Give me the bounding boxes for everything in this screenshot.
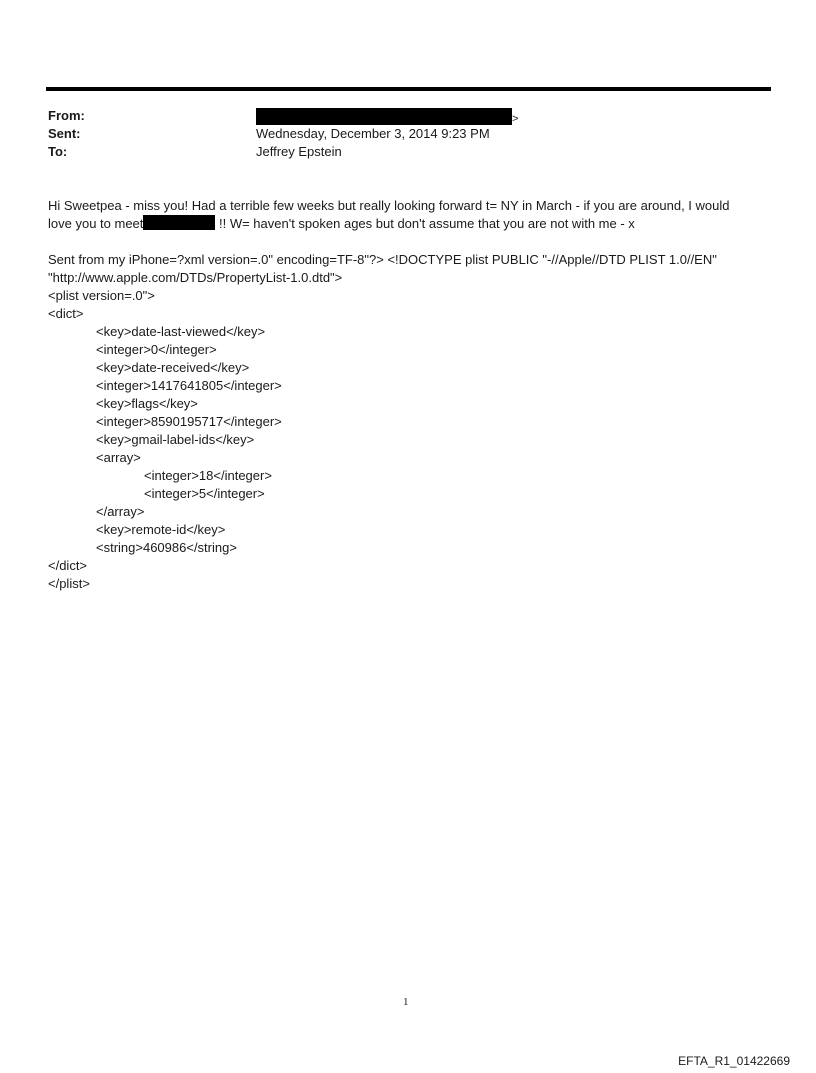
plist-line: <array> bbox=[96, 450, 141, 465]
plist-line: <integer>18</integer> bbox=[144, 468, 272, 483]
body-text-segment: love you to meet bbox=[48, 216, 144, 231]
doctype-url-line: "http://www.apple.com/DTDs/PropertyList-1.0.dtd"> bbox=[48, 270, 343, 285]
blank-line bbox=[48, 233, 768, 251]
plist-line: <key>remote-id</key> bbox=[96, 522, 226, 537]
sent-value: Wednesday, December 3, 2014 9:23 PM bbox=[256, 126, 490, 141]
plist-line: <integer>0</integer> bbox=[96, 342, 217, 357]
to-value: Jeffrey Epstein bbox=[256, 144, 342, 159]
plist-line: <string>460986</string> bbox=[96, 540, 237, 555]
plist-line: </dict> bbox=[48, 558, 88, 573]
plist-line: </plist> bbox=[48, 576, 90, 591]
plist-block bbox=[48, 287, 768, 593]
redaction-bar bbox=[143, 215, 215, 230]
header-rule bbox=[46, 87, 771, 91]
plist-line: <integer>1417641805</integer> bbox=[96, 378, 282, 393]
to-label: To: bbox=[48, 144, 68, 159]
email-body bbox=[48, 197, 768, 593]
plist-line: <plist version=.0"> bbox=[48, 288, 155, 303]
redaction-bar bbox=[256, 108, 512, 125]
bates-number: EFTA_R1_01422669 bbox=[678, 1054, 790, 1068]
page-number: 1 bbox=[403, 996, 409, 1008]
plist-line: </array> bbox=[96, 504, 145, 519]
from-label: From: bbox=[48, 108, 85, 123]
plist-line: <dict> bbox=[48, 306, 84, 321]
plist-line: <integer>5</integer> bbox=[144, 486, 265, 501]
from-value bbox=[256, 108, 518, 125]
plist-line: <integer>8590195717</integer> bbox=[96, 414, 282, 429]
plist-line: <key>flags</key> bbox=[96, 396, 198, 411]
sent-label: Sent: bbox=[48, 126, 81, 141]
body-line: Hi Sweetpea - miss you! Had a terrible few weeks but really looking forward t= NY in March - if you are around, I would bbox=[48, 198, 730, 213]
plist-line: <key>date-received</key> bbox=[96, 360, 250, 375]
body-text-segment: !! W= haven't spoken ages but don't assume that you are not with me - x bbox=[215, 216, 635, 231]
from-trailing-bracket: > bbox=[512, 113, 519, 125]
plist-line: <key>gmail-label-ids</key> bbox=[96, 432, 255, 447]
plist-line: <key>date-last-viewed</key> bbox=[96, 324, 266, 339]
body-line bbox=[48, 215, 768, 233]
signature-line: Sent from my iPhone=?xml version=.0" encoding=TF-8"?> <!DOCTYPE plist PUBLIC "-//Apple//DTD PLIST 1.0//EN" bbox=[48, 252, 717, 267]
